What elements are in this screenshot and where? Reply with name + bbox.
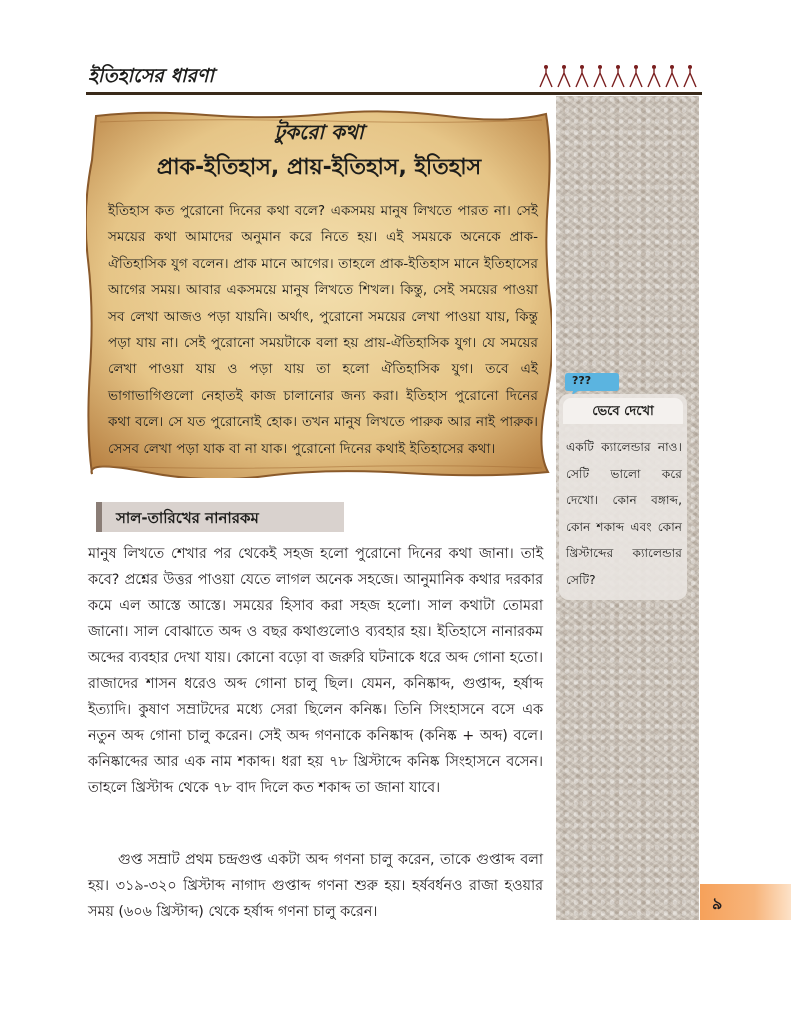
section-paragraph-1: মানুষ লিখতে শেখার পর থেকেই সহজ হলো পুরোনো দিনের কথা জানা। তাই কবে? প্রশ্নের উত্তর পাওয়া যেতে লাগল অনেক সহজে। আনুমানিক কথার দরকার কমে এল আস্তে আস্তে। সময়ের হিসাব করা সহজ হলো। সাল কথাটা তোমরা জানো। সাল বোঝাতে অব্দ ও বছর কথাগুলোও ব্যবহার হয়। ইতিহাসে নানারকম অব্দের ব্যবহার দেখা যায়। কোনো বড়ো বা জরুরি ঘটনাকে ধরে অব্দ গোনা হতো। রাজাদের শাসন ধরেও অব্দ গোনা চালু ছিল। যেমন, কনিষ্কাব্দ, গুপ্তাব্দ, হর্ষাব্দ ইত্যাদি। কুষাণ সম্রাটদের মধ্যে সেরা ছিলেন কনিষ্ক। তিনি সিংহাসনে বসে এক নতুন অব্দ গোনা চালু করেন। সেই অব্দ গণনাকে কনিষ্কাব্দ (কনিষ্ক + অব্দ) বলে। কনিষ্কাব্দের আর এক নাম শকাব্দ। ধরা হয় ৭৮ খ্রিস্টাব্দে কনিষ্ক সিংহাসনে বসেন। তাহলে খ্রিস্টাব্দ থেকে ৭৮ বাদ দিলে কত শকাব্দ তা জানা যাবে।: [88, 546, 543, 796]
section-heading-label: সাল-তারিখের নানারকম: [116, 509, 259, 527]
header-title: ইতিহাসের ধারণা: [88, 65, 214, 87]
page-number: ৯: [712, 894, 723, 913]
question-bubble: [564, 371, 620, 395]
header-rule: [86, 92, 702, 95]
box-title: প্রাক-ইতিহাস, প্রায়-ইতিহাস, ইতিহাস: [156, 155, 482, 180]
header-ornament-figures-icon: [536, 63, 702, 91]
think-body-text: একটি ক্যালেন্ডার নাও। সেটি ভালো করে দেখো। কোন বঙ্গাব্দ, কোন শকাব্দ এবং কোন খ্রিস্টাব্দের ক্যালেন্ডার সেটি?: [566, 440, 682, 587]
section-paragraph-2: গুপ্ত সম্রাট প্রথম চন্দ্রগুপ্ত একটা অব্দ গণনা চালু করেন, তাকে গুপ্তাব্দ বলা হয়। ৩১৯-৩২০ খ্রিস্টাব্দ নাগাদ গুপ্তাব্দ গণনা শুরু হয়। হর্ষবর্ধনও রাজা হওয়ার সময় (৬০৬ খ্রিস্টাব্দ) থেকে হর্ষাব্দ গণনা চালু করেন।: [88, 852, 543, 920]
question-bubble-text: ???: [572, 374, 592, 387]
section-heading: [96, 502, 344, 532]
box-body-text: ইতিহাস কত পুরোনো দিনের কথা বলে? একসময় মানুষ লিখতে পারত না। সেই সময়ের কথা আমাদের অনুমান করে নিতে হয়। এই সময়কে অনেকে প্রাক-ঐতিহাসিক যুগ বলেন। প্রাক মানে আগের। তাহলে প্রাক-ইতিহাস মানে ইতিহাসের আগের সময়। আবার একসময়ে মানুষ লিখতে শিখল। কিন্তু, সেই সময়ের পাওয়া সব লেখা আজও পড়া যায়নি। অর্থাৎ, পুরোনো সময়ের লেখা পাওয়া যায়, কিন্তু পড়া যায় না। সেই পুরোনো সময়টাকে বলা হয় প্রায়-ঐতিহাসিক যুগ। যে সময়ের লেখা পাওয়া যায় ও পড়া যায় তা হলো ঐতিহাসিক যুগ। তবে এই ভাগাভাগিগুলো নেহাতই কাজ চালানোর জন্য করা। ইতিহাস পুরোনো দিনের কথা বলে। সে যত পুরোনোই হোক। তখন মানুষ লিখতে পারুক আর নাই পারুক। সেসব লেখা পড়া যাক বা না যাক। পুরোনো দিনের কথাই ইতিহাসের কথা।: [108, 203, 538, 457]
think-title: ভেবে দেখো: [592, 404, 654, 419]
box-subtitle: টুকরো কথা: [274, 120, 364, 144]
